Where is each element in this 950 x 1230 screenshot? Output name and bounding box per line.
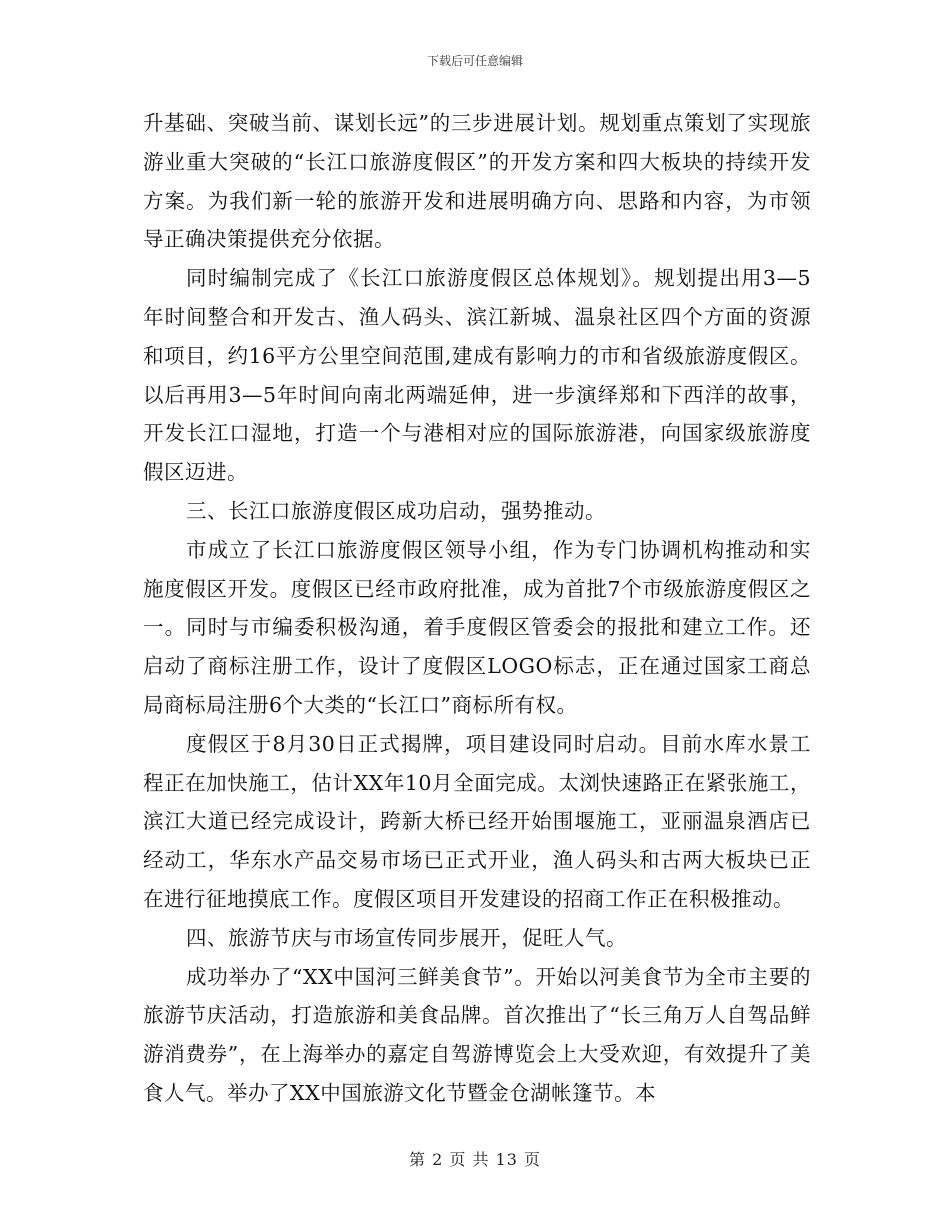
paragraph-leadership: 市成立了长江口旅游度假区领导小组，作为专门协调机构推动和实施度假区开发。度假区已经市政府批准，成为首批7个市级旅游度假区之一。同时与市编委积极沟通，着手度假区管委会的报批和建立工作。还启动了商标注册工作，设计了度假区LOGO标志，正在通过国家工商总局商标局注册6个大类的“长江口”商标所有权。 bbox=[143, 537, 811, 717]
section-heading-three: 三、长江口旅游度假区成功启动，强势推动。 bbox=[186, 498, 606, 523]
paragraph-continuation: 升基础、突破当前、谋划长远”的三步进展计划。规划重点策划了实现旅游业重大突破的“长江口旅游度假区”的开发方案和四大板块的持续开发方案。为我们新一轮的旅游开发和进展明确方向、思路和内容，为市领导正确决策提供充分依据。 bbox=[143, 111, 811, 252]
paragraph-construction: 度假区于8月30日正式揭牌，项目建设同时启动。目前水库水景工程正在加快施工，估计XX年10月全面完成。太浏快速路正在紧张施工，滨江大道已经完成设计，跨新大桥已经开始围堰施工，亚丽温泉酒店已经动工，华东水产品交易市场已正式开业，渔人码头和古两大板块已正在进行征地摸底工作。度假区项目开发建设的招商工作正在积极推动。 bbox=[143, 731, 811, 911]
document-body bbox=[143, 104, 811, 1113]
page-header: 下载后可任意编辑 bbox=[426, 54, 523, 68]
section-heading-four: 四、旅游节庆与市场宣传同步展开，促旺人气。 bbox=[186, 925, 627, 950]
paragraph-festival: 成功举办了“XX中国河三鲜美食节”。开始以河美食节为全市主要的旅游节庆活动，打造旅游和美食品牌。首次推出了“长三角万人自驾品鲜游消费券”，在上海举办的嘉定自驾游博览会上大受欢迎，有效提升了美食人气。举办了XX中国旅游文化节暨金仓湖帐篷节。本 bbox=[143, 964, 811, 1105]
page-footer: 第 2 页 共 13 页 bbox=[409, 1150, 541, 1169]
paragraph-plan: 同时编制完成了《长江口旅游度假区总体规划》。规划提出用3—5年时间整合和开发古、渔人码头、滨江新城、温泉社区四个方面的资源和项目，约16平方公里空间范围,建成有影响力的市和省级旅游度假区。以后再用3—5年时间向南北两端延伸，进一步演绎郑和下西洋的故事，开发长江口湿地，打造一个与港相对应的国际旅游港，向国家级旅游度假区迈进。 bbox=[143, 266, 811, 485]
